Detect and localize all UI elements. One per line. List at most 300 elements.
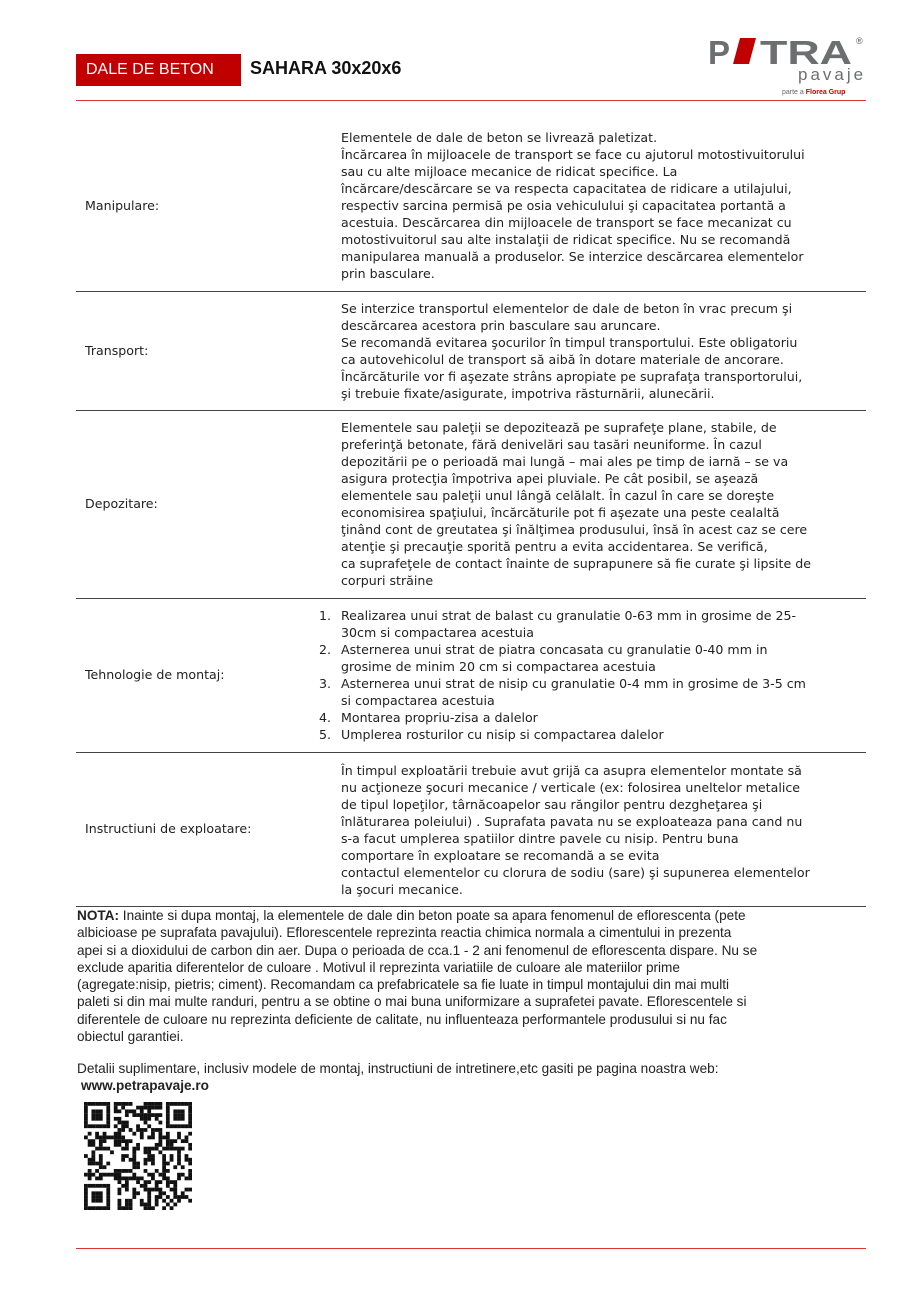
row-label: Instructiuni de exploatare: [85,821,252,836]
qr-module [166,1136,170,1140]
petra-pavaje-logo [706,34,866,98]
qr-module [114,1109,118,1113]
qr-module [181,1124,185,1128]
qr-module [144,1206,148,1210]
qr-module [121,1158,125,1162]
row-tehnologie-montaj [76,599,866,753]
qr-module [166,1117,170,1121]
qr-module [177,1136,181,1140]
qr-module [173,1165,177,1169]
qr-module [166,1143,170,1147]
details-text: Detalii suplimentare, inclusiv modele de montaj, instructiuni de intretinere,etc gasiti pe pagina noastra web: [77,1061,719,1076]
qr-module [170,1188,174,1192]
text-line: preferinţă betonate, fără denivelări sau tasări neuniforme. În cazul [341,437,762,452]
qr-module [118,1180,122,1184]
qr-module [177,1150,181,1154]
qr-module [91,1191,95,1195]
qr-module [151,1206,155,1210]
svg-text:parte a Florea Grup: parte a Florea Grup [782,89,846,96]
qr-module [140,1128,144,1132]
qr-module [118,1169,122,1173]
text-line: descărcarea acestora prin basculare sau aruncare. [341,318,661,333]
qr-module [129,1203,133,1207]
qr-module [118,1203,122,1207]
qr-module [132,1162,136,1166]
qr-module [106,1136,110,1140]
qr-module [118,1143,122,1147]
qr-module [188,1117,192,1121]
list-item [319,641,806,675]
qr-module [181,1102,185,1106]
qr-module [188,1158,192,1162]
qr-module [173,1113,177,1117]
qr-module [185,1136,189,1140]
footer-divider [76,1248,866,1249]
qr-module [158,1180,162,1184]
text-line: nu acţioneze şocuri mecanice / verticale (ex: folosirea uneltelor metalice [341,780,800,795]
qr-module [144,1162,148,1166]
qr-module [162,1206,166,1210]
qr-module [158,1150,162,1154]
qr-module [162,1162,166,1166]
qr-module [173,1184,177,1188]
text-line: albicioase pe suprafata pavajului). Eflorescentele reprezinta reactia chimica normala a cimentului in prezenta [77,925,732,941]
text-line: ca suprafeţele de contact înainte de suprapunere să fie curate şi lipsite de [341,556,811,571]
qr-module [84,1203,88,1207]
qr-module [95,1184,99,1188]
qr-module [106,1195,110,1199]
qr-module [129,1199,133,1203]
qr-module [99,1195,103,1199]
qr-module [166,1109,170,1113]
qr-module [155,1195,159,1199]
qr-module [147,1203,151,1207]
qr-module [129,1158,133,1162]
qr-module [158,1136,162,1140]
qr-module [147,1188,151,1192]
qr-module [136,1165,140,1169]
qr-module [129,1206,133,1210]
qr-module [95,1147,99,1151]
qr-module [129,1176,133,1180]
text-line: prin basculare. [341,266,435,281]
qr-module [147,1124,151,1128]
qr-module [84,1199,88,1203]
qr-module [118,1132,122,1136]
qr-module [125,1102,129,1106]
qr-module [166,1169,170,1173]
qr-module [155,1184,159,1188]
qr-module [140,1113,144,1117]
text-line: de tipul lopeţilor, târnăcoapelor sau răngilor pentru dezgheţarea şi [341,797,763,812]
text-line: înlăturarea poleiului) . Suprafata pavata nu se exploateaza pana cand nu [341,814,803,829]
qr-module [125,1206,129,1210]
qr-module [181,1139,185,1143]
list-item [319,675,806,709]
qr-module [91,1143,95,1147]
qr-module [181,1117,185,1121]
qr-module [162,1191,166,1195]
qr-module [106,1206,110,1210]
qr-module [125,1147,129,1151]
qr-module [166,1124,170,1128]
qr-module [121,1176,125,1180]
qr-module [88,1124,92,1128]
qr-module [144,1102,148,1106]
qr-module [147,1136,151,1140]
list-number: 5. [319,727,332,742]
qr-module [151,1128,155,1132]
qr-module [118,1136,122,1140]
qr-module [177,1102,181,1106]
qr-module [170,1139,174,1143]
qr-module [177,1154,181,1158]
qr-module [155,1188,159,1192]
qr-module [99,1147,103,1151]
qr-module [99,1158,103,1162]
text-line: motostivuitorul sau alte instalaţii de ridicat specifice. Nu se recomandă [341,232,791,247]
qr-module [103,1102,107,1106]
row-label: Depozitare: [85,496,158,511]
qr-module [99,1176,103,1180]
qr-module [132,1173,136,1177]
qr-module [121,1102,125,1106]
text-line: 30cm si compactarea acestuia [341,625,534,640]
qr-module [129,1109,133,1113]
qr-module [84,1191,88,1195]
qr-module [106,1109,110,1113]
qr-module [170,1199,174,1203]
qr-module [125,1143,129,1147]
qr-module [158,1188,162,1192]
qr-module [103,1139,107,1143]
qr-module [177,1158,181,1162]
qr-module [166,1162,170,1166]
qr-module [158,1191,162,1195]
qr-module [125,1109,129,1113]
qr-module [147,1106,151,1110]
qr-module [132,1165,136,1169]
qr-module [188,1132,192,1136]
qr-module [125,1184,129,1188]
row-label: Transport: [85,343,149,358]
qr-module [177,1124,181,1128]
qr-module [188,1176,192,1180]
qr-module [181,1191,185,1195]
qr-module [91,1124,95,1128]
qr-module [118,1191,122,1195]
qr-module [106,1184,110,1188]
qr-module [84,1184,88,1188]
text-line: Realizarea unui strat de balast cu granulatie 0-63 mm in grosime de 25- [341,608,797,623]
qr-module [121,1136,125,1140]
qr-module [151,1154,155,1158]
qr-module [121,1106,125,1110]
qr-module [84,1154,88,1158]
qr-module [91,1184,95,1188]
qr-module [162,1199,166,1203]
qr-module [125,1113,129,1117]
qr-module [162,1165,166,1169]
qr-module [95,1132,99,1136]
qr-module [99,1154,103,1158]
logo-letters-tra: TRA [760,34,852,71]
qr-module [151,1188,155,1192]
qr-module [103,1132,107,1136]
qr-module [173,1109,177,1113]
qr-module [147,1147,151,1151]
header-divider [76,100,866,101]
qr-module [177,1147,181,1151]
qr-module [144,1158,148,1162]
qr-module [91,1173,95,1177]
text-line: încărcare/descărcare se va respecta capacitatea de ridicare a utilajului, [341,181,792,196]
qr-module [132,1113,136,1117]
qr-module [84,1109,88,1113]
text-line: Se interzice transportul elementelor de dale de beton în vrac precum şi [341,301,793,316]
qr-module [181,1109,185,1113]
qr-module [103,1147,107,1151]
text-line: asigura protecţia împotriva apei pluviale. Pe cât posibil, se aşează [341,471,759,486]
qr-module [177,1117,181,1121]
qr-module [84,1136,88,1140]
qr-module [166,1106,170,1110]
qr-module [121,1169,125,1173]
qr-module [91,1102,95,1106]
qr-module [95,1191,99,1195]
qr-module [88,1132,92,1136]
qr-module [185,1154,189,1158]
qr-module [144,1128,148,1132]
qr-module [188,1106,192,1110]
qr-module [132,1176,136,1180]
qr-module [88,1158,92,1162]
qr-module [188,1102,192,1106]
qr-module [185,1188,189,1192]
qr-module [188,1124,192,1128]
qr-module [162,1173,166,1177]
qr-module [114,1136,118,1140]
qr-module [158,1121,162,1125]
text-line: sau cu alte mijloace mecanice de ridicat specifice. La [341,164,678,179]
row-transport [76,292,866,411]
qr-module [114,1132,118,1136]
qr-module [177,1162,181,1166]
qr-module [84,1195,88,1199]
qr-module [95,1124,99,1128]
qr-module [114,1117,118,1121]
qr-module [177,1173,181,1177]
qr-module [136,1180,140,1184]
list-number: 3. [319,676,332,691]
qr-module [140,1176,144,1180]
row-instructiuni-exploatare [76,753,866,907]
qr-module [147,1206,151,1210]
qr-module [140,1203,144,1207]
qr-module [166,1203,170,1207]
qr-module [188,1109,192,1113]
qr-module [91,1162,95,1166]
qr-module [99,1143,103,1147]
qr-module [99,1109,103,1113]
qr-module [162,1158,166,1162]
qr-module [185,1139,189,1143]
qr-module [162,1136,166,1140]
qr-module [118,1102,122,1106]
qr-module [155,1203,159,1207]
product-title: SAHARA 30x20x6 [250,58,402,78]
qr-module [88,1169,92,1173]
qr-module [129,1102,133,1106]
qr-module [114,1176,118,1180]
qr-module [125,1124,129,1128]
qr-module [121,1139,125,1143]
text-line: acestuia. Descărcarea din mijloacele de transport se face mecanizat cu [341,215,792,230]
qr-module [99,1139,103,1143]
svg-text:®: ® [856,36,863,46]
qr-module [84,1121,88,1125]
qr-module [118,1199,122,1203]
qr-module [188,1199,192,1203]
qr-module [129,1128,133,1132]
qr-module [118,1109,122,1113]
qr-module [166,1195,170,1199]
text-line: elementele sau paleţii unul lângă celălalt. În cazul în care se doreşte [341,488,775,503]
text-line: ţinând cont de greutatea şi înălţimea produsului, însă în acest caz se cere [341,522,808,537]
qr-module [155,1143,159,1147]
qr-module [88,1184,92,1188]
text-line: depozitării pe o perioadă mai lungă – mai ales pe timp de iarnă – se va [341,454,789,469]
qr-code[interactable] [84,1102,192,1210]
row-manipulare [76,120,866,292]
qr-module [155,1169,159,1173]
text-line: Elementele sau paleţii se depozitează pe suprafeţe plane, stabile, de [341,420,777,435]
qr-module [110,1150,114,1154]
qr-module [114,1173,118,1177]
qr-module [147,1173,151,1177]
qr-module [99,1199,103,1203]
qr-module [162,1147,166,1151]
qr-module [136,1128,140,1132]
qr-module [103,1173,107,1177]
qr-module [151,1102,155,1106]
text-line: obiectul garantiei. [77,1029,184,1045]
qr-module [188,1162,192,1166]
website-link[interactable]: www.petrapavaje.ro [81,1078,209,1094]
nota-paragraph [77,907,867,1045]
qr-module [173,1188,177,1192]
qr-module [166,1176,170,1180]
qr-module [110,1136,114,1140]
qr-module [166,1180,170,1184]
qr-module [144,1188,148,1192]
qr-module [170,1124,174,1128]
qr-module [158,1173,162,1177]
qr-module [99,1124,103,1128]
qr-module [136,1106,140,1110]
text-line: Inainte si dupa montaj, la elementele de dale din beton poate sa apara fenomenul de eflorescenta (pete [119,908,746,923]
qr-module [95,1199,99,1203]
qr-module [88,1162,92,1166]
text-line: manipularea manuală a produselor. Se interzice descărcarea elementelor [341,249,804,264]
qr-module [95,1102,99,1106]
qr-module [99,1113,103,1117]
text-line: si compactarea acestuia [341,693,495,708]
qr-module [144,1113,148,1117]
qr-module [177,1132,181,1136]
qr-module [177,1176,181,1180]
qr-module [125,1180,129,1184]
montaj-steps-list [319,607,806,743]
qr-module [125,1203,129,1207]
qr-module [188,1147,192,1151]
qr-module [155,1199,159,1203]
qr-module [185,1195,189,1199]
qr-module [118,1206,122,1210]
qr-module [114,1169,118,1173]
qr-module [132,1154,136,1158]
qr-module [91,1150,95,1154]
qr-module [99,1173,103,1177]
qr-module [88,1176,92,1180]
list-number: 4. [319,710,332,725]
qr-module [125,1139,129,1143]
qr-module [132,1195,136,1199]
qr-module [88,1173,92,1177]
qr-module [158,1139,162,1143]
qr-module [166,1121,170,1125]
qr-module [106,1173,110,1177]
qr-module [166,1147,170,1151]
qr-module [155,1117,159,1121]
text-line: În timpul exploatării trebuie avut grijă ca asupra elementelor montate să [341,763,802,778]
qr-module [144,1147,148,1151]
qr-module [177,1195,181,1199]
text-line: diferentele de culoare nu reprezinta deficiente de calitate, nu influenteaza performantele produsului si nu fac [77,1011,727,1027]
logo-letter-p: P [708,34,731,71]
qr-module [155,1106,159,1110]
qr-module [144,1203,148,1207]
qr-module [140,1109,144,1113]
qr-module [173,1195,177,1199]
qr-module [84,1124,88,1128]
qr-module [99,1136,103,1140]
qr-module [118,1117,122,1121]
qr-module [147,1117,151,1121]
qr-module [132,1132,136,1136]
text-line: Asternerea unui strat de piatra concasata cu granulatie 0-40 mm in [341,642,768,657]
text-line: comportare în exploatare se recomandă a se evita [341,848,660,863]
qr-module [162,1176,166,1180]
qr-module [177,1109,181,1113]
qr-module [181,1147,185,1151]
text-line: exclude aparitia diferentelor de culoare . Motivul il reprezinta variatiile de culoare ale materiilor prime [77,959,680,975]
qr-module [132,1150,136,1154]
qr-module [173,1139,177,1143]
qr-module [132,1188,136,1192]
qr-module [140,1117,144,1121]
svg-text:pavaje: pavaje [798,65,866,84]
qr-module [151,1173,155,1177]
qr-module [121,1121,125,1125]
text-line: contactul elementelor cu clorura de sodiu (sare) şi supunerea elementelor [341,865,810,880]
text-line: paleti si din mai multe randuri, pentru a se obtine o mai buna uniformizare a suprafetei pavate. Eflorescentele si [77,994,747,1010]
qr-module [103,1206,107,1210]
qr-module [125,1176,129,1180]
list-item [319,726,806,743]
qr-module [95,1109,99,1113]
qr-module [99,1102,103,1106]
